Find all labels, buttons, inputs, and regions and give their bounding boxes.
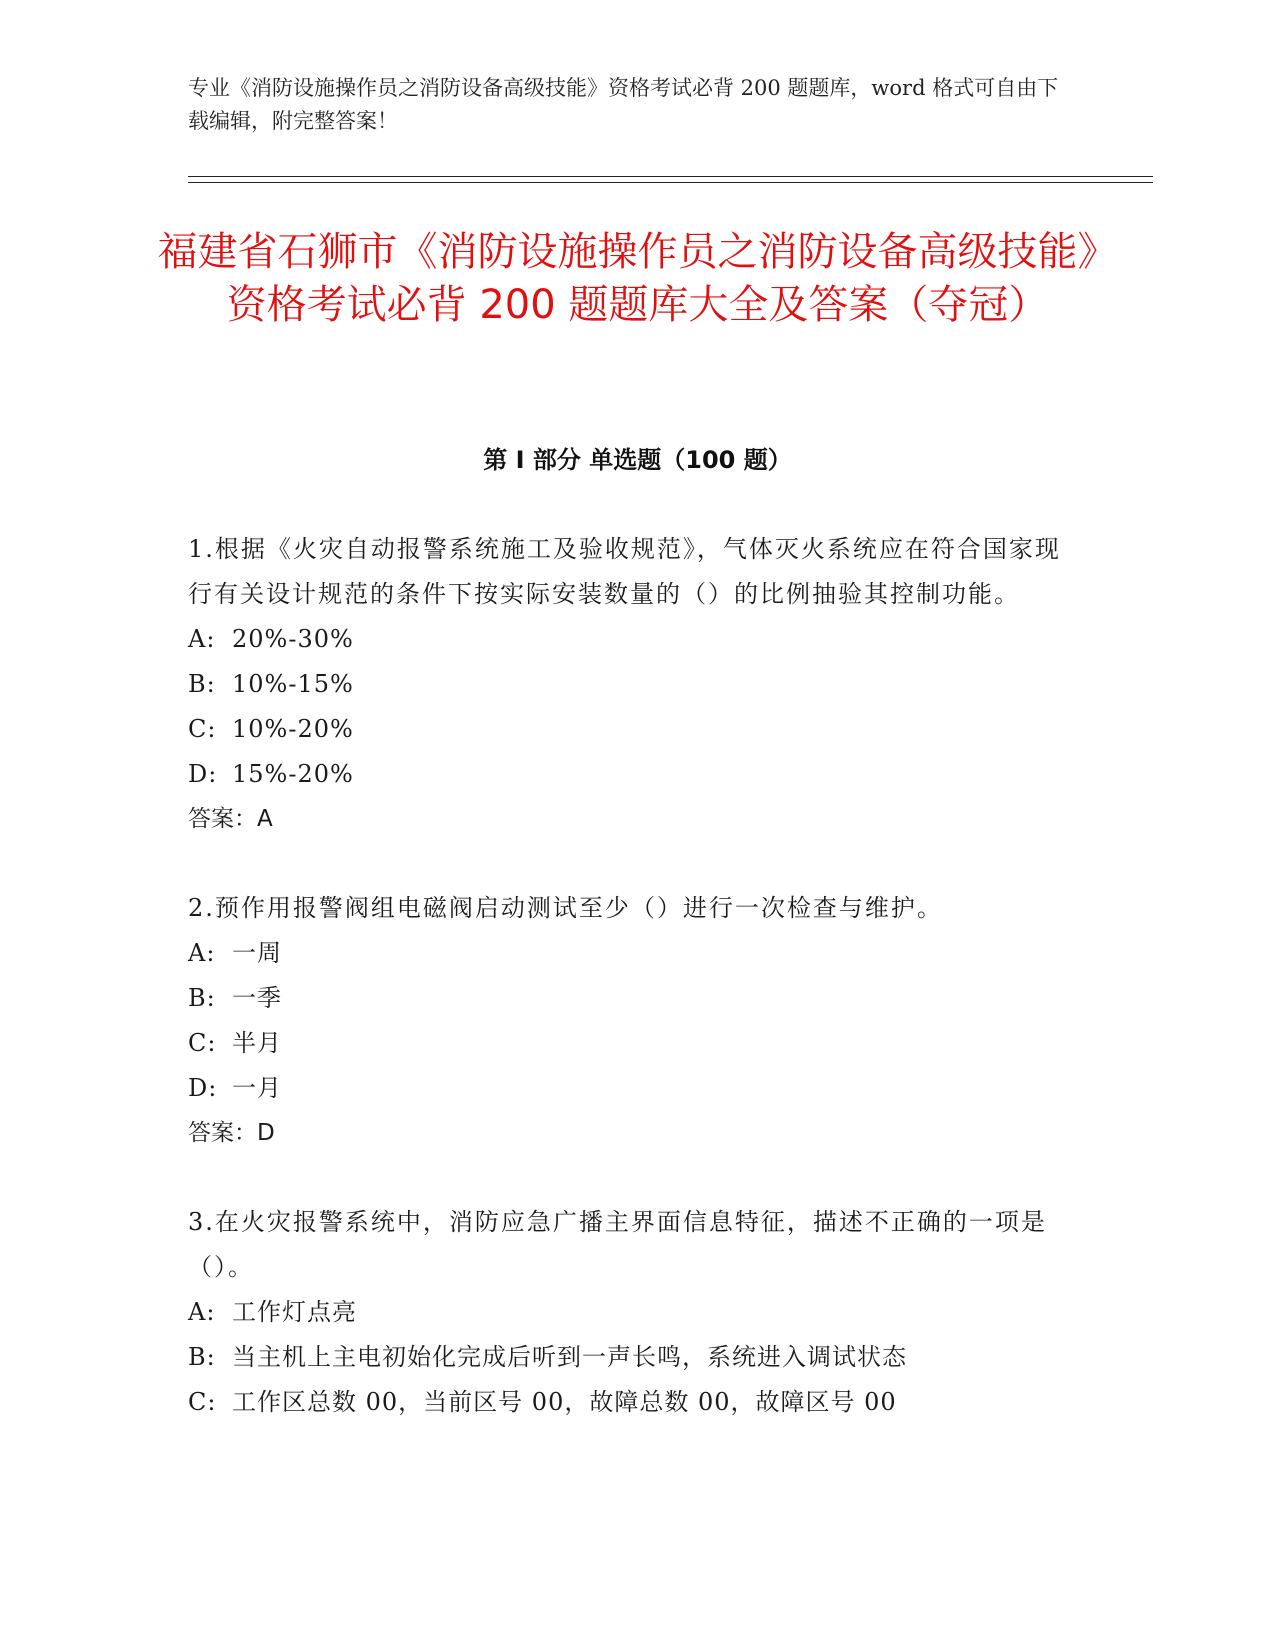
option-key: D:	[188, 760, 218, 788]
option-d	[188, 752, 1068, 797]
document-title: 福建省石狮市《消防设施操作员之消防设备高级技能》资格考试必背 200 题题库大全及答案（夺冠）	[157, 229, 1118, 328]
option-c	[188, 1380, 1068, 1425]
option-key: B:	[188, 670, 216, 698]
header-note: 专业《消防设施操作员之消防设备高级技能》资格考试必背 200 题题库，word 格式可自由下载编辑，附完整答案！	[188, 76, 1059, 133]
header-divider-bottom	[188, 182, 1153, 183]
section-heading: 第 I 部分 单选题（100 题）	[483, 446, 792, 474]
question-stem: 1.根据《火灾自动报警系统施工及验收规范》，气体灭火系统应在符合国家现行有关设计规范的条件下按实际安装数量的（）的比例抽验其控制功能。	[188, 535, 1061, 608]
question-3	[188, 1200, 1068, 1425]
option-a	[188, 617, 1068, 662]
answer-line: 答案：D	[188, 1120, 275, 1146]
option-b	[188, 662, 1068, 707]
header-divider-top	[188, 176, 1153, 177]
option-text: 当主机上主电初始化完成后听到一声长鸣，系统进入调试状态	[232, 1343, 907, 1371]
option-a	[188, 931, 1068, 976]
option-text: 工作灯点亮	[232, 1298, 357, 1326]
option-text: 10%-20%	[232, 715, 354, 743]
option-b	[188, 976, 1068, 1021]
option-text: 20%-30%	[232, 625, 354, 653]
option-text: 一季	[232, 984, 282, 1012]
option-text: 一月	[232, 1074, 282, 1102]
option-key: A:	[188, 939, 216, 967]
answer-line: 答案：A	[188, 806, 273, 832]
question-1	[188, 527, 1068, 842]
option-key: C:	[188, 1388, 217, 1416]
question-2	[188, 886, 1068, 1156]
option-key: C:	[188, 1029, 217, 1057]
option-c	[188, 707, 1068, 752]
option-a	[188, 1290, 1068, 1335]
option-text: 工作区总数 00，当前区号 00，故障总数 00，故障区号 00	[232, 1388, 897, 1416]
option-key: A:	[188, 625, 216, 653]
option-d	[188, 1066, 1068, 1111]
option-text: 15%-20%	[232, 760, 354, 788]
option-b	[188, 1335, 1068, 1380]
question-stem: 3.在火灾报警系统中，消防应急广播主界面信息特征，描述不正确的一项是（）。	[188, 1208, 1047, 1281]
question-list	[188, 527, 1068, 1469]
option-key: A:	[188, 1298, 216, 1326]
option-text: 10%-15%	[232, 670, 354, 698]
option-text: 一周	[232, 939, 282, 967]
option-key: B:	[188, 1343, 216, 1371]
option-key: C:	[188, 715, 217, 743]
question-stem: 2.预作用报警阀组电磁阀启动测试至少（）进行一次检查与维护。	[188, 894, 943, 922]
option-key: D:	[188, 1074, 218, 1102]
option-text: 半月	[232, 1029, 282, 1057]
option-c	[188, 1021, 1068, 1066]
option-key: B:	[188, 984, 216, 1012]
